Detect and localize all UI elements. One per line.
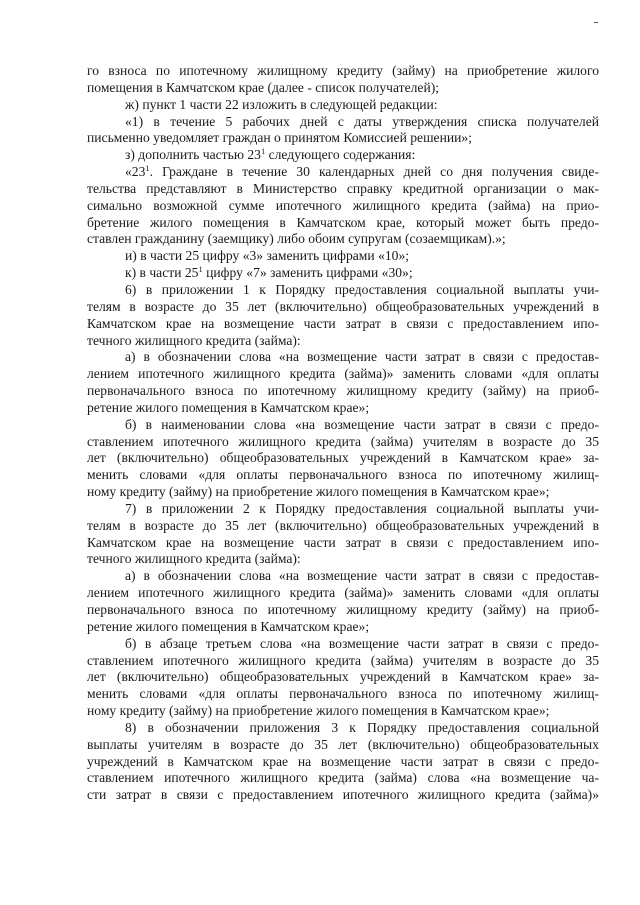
text-line: ставлением ипотечного жилищного кредита (займа) слова «на возмещение ча- <box>87 770 599 786</box>
text-line <box>87 147 599 164</box>
text-line: лет (включительно) общеобразовательных учреждений в Камчатском крае» за- <box>87 669 599 685</box>
text-line: 8) в обозначении приложения 3 к Порядку предоставления социальной <box>125 719 599 735</box>
text-line: лением ипотечного жилищного кредита (займа)» заменить словами «для оплаты <box>87 366 599 382</box>
text-line: письменно уведомляет граждан о принятом Комиссией решении»; <box>87 130 472 146</box>
text-line: выплаты учителям в возрасте до 35 лет (включительно) общеобразовательных <box>87 736 599 752</box>
superscript: 1 <box>198 264 203 275</box>
text-line: 7) в приложении 2 к Порядку предоставления социальной выплаты учи- <box>125 500 599 516</box>
text-line <box>87 265 599 282</box>
text-line: 6) в приложении 1 к Порядку предоставления социальной выплаты учи- <box>125 281 599 297</box>
text-line: ставлен гражданину (заемщику) либо обоим супругам (созаемщикам).»; <box>87 231 506 247</box>
text-line: бретение жилого помещения в Камчатском крае, который может быть предо- <box>87 214 599 230</box>
text-line: первоначального взноса по ипотечному жилищному кредиту (займу) на приоб- <box>87 602 599 617</box>
text-line: б) в наименовании слова «на возмещение части затрат в связи с предо- <box>125 416 599 432</box>
text-segment: з) дополнить частью 23 <box>125 147 261 163</box>
text-line: сти затрат в связи с предоставлением ипотечного жилищного кредита (займа)» <box>87 787 599 803</box>
text-line: первоначального взноса по ипотечному жилищному кредиту (займу) на приоб- <box>87 383 599 399</box>
text-line: Камчатском крае на возмещение части затрат в связи с предоставлением ипо- <box>87 534 599 550</box>
text-line: лет (включительно) общеобразовательных учреждений в Камчатском крае» за- <box>87 450 599 466</box>
text-line: го взноса по ипотечному жилищному кредиту (займу) на приобретение жилого <box>87 63 599 78</box>
text-segment: к) в части 25 <box>125 265 199 281</box>
text-line: менить словами «для оплаты первоначального взноса по ипотечному жилищ- <box>87 467 599 483</box>
text-line <box>87 164 599 181</box>
text-line: учреждений в Камчатском крае на возмещение части затрат в связи с предо- <box>87 753 599 769</box>
text-line: менить словами «для оплаты первоначального взноса по ипотечному жилищ- <box>87 686 599 702</box>
text-segment: . Граждане в течение 30 календарных дней со дня получения свиде- <box>149 164 599 180</box>
text-line: телям в возрасте до 35 лет (включительно) общеобразовательных учреждений в <box>87 517 599 533</box>
text-line: лением ипотечного жилищного кредита (займа)» заменить словами «для оплаты <box>87 585 599 601</box>
scan-mark <box>594 22 598 23</box>
text-line: ж) пункт 1 части 22 изложить в следующей редакции: <box>125 96 438 112</box>
text-line: б) в абзаце третьем слова «на возмещение части затрат в связи с предо- <box>125 635 599 651</box>
text-line: Камчатском крае на возмещение части затрат в связи с предоставлением ипо- <box>87 315 599 331</box>
text-line: «1) в течение 5 рабочих дней с даты утверждения списка получателей <box>125 113 599 129</box>
text-line: течного жилищного кредита (займа): <box>87 332 301 348</box>
text-line: тельства представляют в Министерство справку кредитной организации о мак- <box>87 180 599 196</box>
text-line: ставлением ипотечного жилищного кредита (займа) учителям в возрасте до 35 <box>87 652 599 668</box>
text-line: ному кредиту (займу) на приобретение жилого помещения в Камчатском крае»; <box>87 484 550 500</box>
superscript: 1 <box>145 163 150 174</box>
text-segment: следующего содержания: <box>265 147 416 163</box>
text-line: и) в части 25 цифру «3» заменить цифрами «10»; <box>125 248 410 264</box>
text-line: ретение жилого помещения в Камчатском крае»; <box>87 618 370 634</box>
document-body <box>87 63 599 804</box>
text-line: ставлением ипотечного жилищного кредита (займа) учителям в возрасте до 35 <box>87 433 599 449</box>
text-line: ретение жилого помещения в Камчатском крае»; <box>87 399 370 415</box>
text-line: телям в возрасте до 35 лет (включительно) общеобразовательных учреждений в <box>87 298 599 314</box>
text-line: а) в обозначении слова «на возмещение части затрат в связи с предостав- <box>125 349 599 365</box>
text-line: а) в обозначении слова «на возмещение части затрат в связи с предостав- <box>125 568 599 584</box>
text-segment: цифру «7» заменить цифрами «30»; <box>202 265 413 281</box>
text-segment: «23 <box>125 164 146 180</box>
text-line: ному кредиту (займу) на приобретение жилого помещения в Камчатском крае»; <box>87 703 550 719</box>
superscript: 1 <box>260 146 266 157</box>
text-line: течного жилищного кредита (займа): <box>87 551 301 567</box>
text-line: симально возможной сумме ипотечного жилищного кредита (займа) на прио- <box>87 197 599 213</box>
text-line: помещения в Камчатском крае (далее - список получателей); <box>87 79 440 95</box>
